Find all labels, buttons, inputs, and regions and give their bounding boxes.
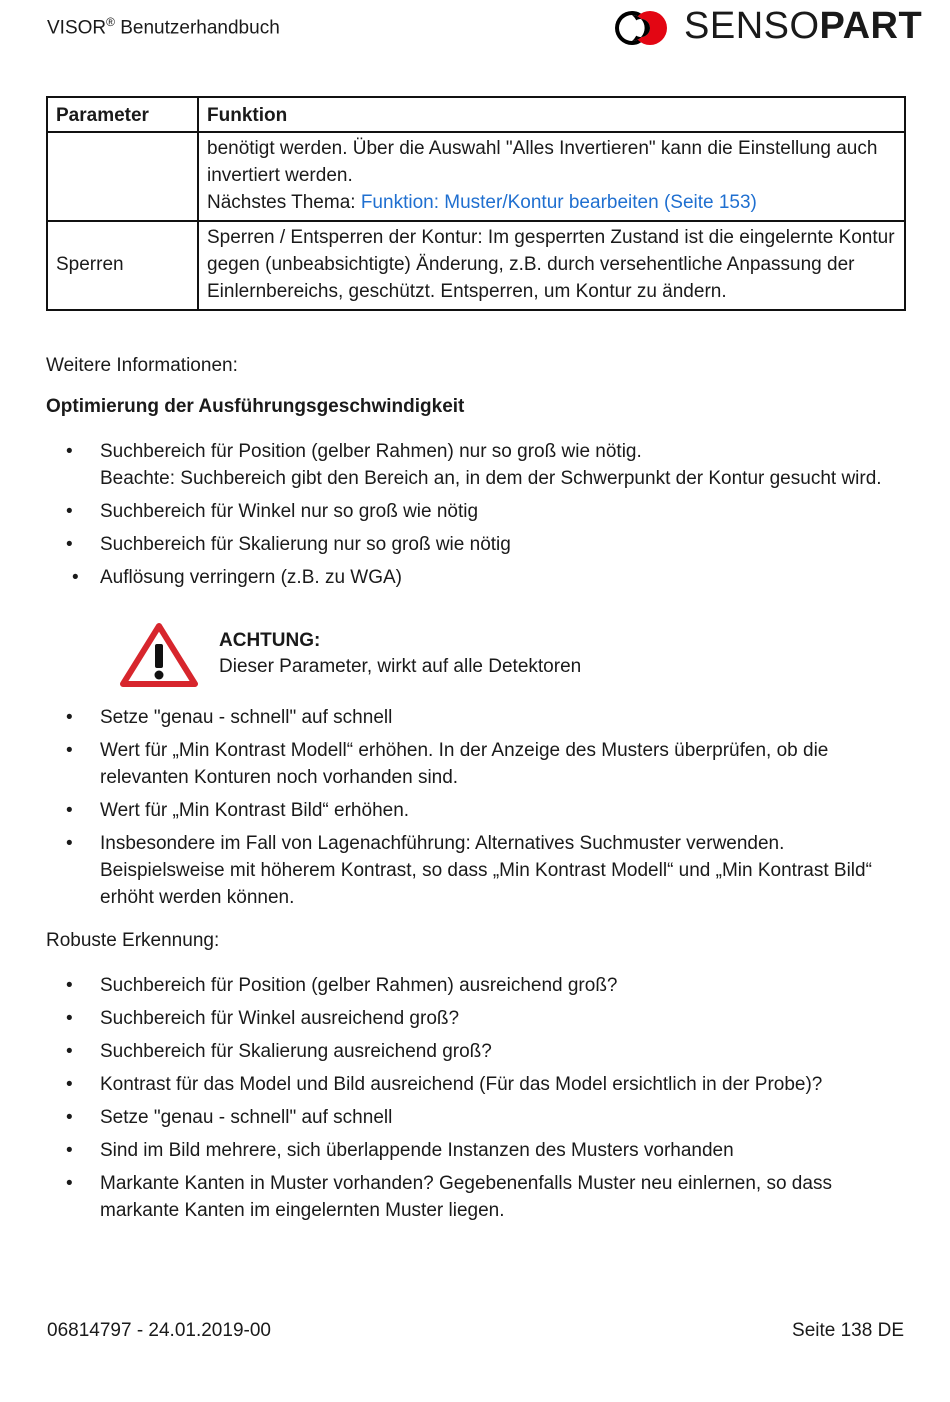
function-cell bbox=[198, 132, 905, 221]
robust-detection-label: Robuste Erkennung: bbox=[46, 930, 220, 951]
list-item: • Wert für „Min Kontrast Bild“ erhöhen. bbox=[66, 800, 410, 821]
speed-optimization-list bbox=[46, 438, 896, 597]
function-text: benötigt werden. Über die Auswahl "Alles Invertieren" kann die Einstellung auch invertiert werden. bbox=[207, 138, 878, 186]
robust-detection-list bbox=[46, 972, 896, 1230]
list-item: • Suchbereich für Skalierung ausreichend groß? bbox=[66, 1041, 492, 1062]
list-item: • Suchbereich für Position (gelber Rahmen) nur so groß wie nötig. Beachte: Suchbereich gibt den Bereich an, in dem der Schwerpunkt der Kontur gesucht wird. bbox=[66, 441, 882, 489]
next-topic-link[interactable]: Funktion: Muster/Kontur bearbeiten (Seite 153) bbox=[360, 192, 757, 213]
logo-wordmark: SENSOPART bbox=[684, 5, 923, 47]
more-info-label: Weitere Informationen: bbox=[46, 355, 238, 376]
table-row bbox=[47, 132, 905, 221]
list-item: • Suchbereich für Winkel nur so groß wie nötig bbox=[66, 501, 479, 522]
speed-optimization-list-continued bbox=[46, 704, 896, 917]
parameter-cell: Sperren bbox=[47, 221, 198, 310]
table-row bbox=[47, 221, 905, 310]
page-number: Seite 138 DE bbox=[792, 1320, 904, 1341]
list-item: • Auflösung verringern (z.B. zu WGA) bbox=[72, 567, 402, 588]
sensopart-logo bbox=[612, 5, 923, 48]
list-item: • Setze "genau - schnell" auf schnell bbox=[66, 1107, 393, 1128]
document-number: 06814797 - 24.01.2019-00 bbox=[47, 1320, 271, 1341]
function-cell: Sperren / Entsperren der Kontur: Im gesperrten Zustand ist die eingelernte Kontur gegen (unbeabsichtigte) Änderung, z.B. durch versehentliche Anpassung der Einlernbereichs, geschützt. Entsperren, um Kontur zu ändern. bbox=[198, 221, 905, 310]
warning-triangle-icon bbox=[120, 622, 198, 688]
sensopart-circles-icon bbox=[612, 8, 672, 48]
list-item: • Setze "genau - schnell" auf schnell bbox=[66, 707, 393, 728]
warning-title: ACHTUNG: bbox=[219, 630, 321, 651]
document-title: VISOR® Benutzerhandbuch bbox=[47, 15, 280, 39]
list-item: • Suchbereich für Skalierung nur so groß wie nötig bbox=[66, 534, 511, 555]
column-header-funktion: Funktion bbox=[198, 97, 905, 132]
warning-box bbox=[120, 622, 820, 688]
section-heading: Optimierung der Ausführungsgeschwindigkeit bbox=[46, 396, 465, 417]
table-header-row bbox=[47, 97, 905, 132]
list-item: • Markante Kanten in Muster vorhanden? Gegebenenfalls Muster neu einlernen, so dass markante Kanten im eingelernten Muster liegen. bbox=[66, 1173, 832, 1221]
list-item: • Wert für „Min Kontrast Modell“ erhöhen. In der Anzeige des Musters überprüfen, ob die relevanten Konturen noch vorhanden sind. bbox=[66, 740, 829, 788]
list-item: • Insbesondere im Fall von Lagenachführung: Alternatives Suchmuster verwenden. Beispielsweise mit höherem Kontrast, so dass „Min Kontrast Modell“ und „Min Kontrast Bild“ erhöht werden können. bbox=[66, 833, 872, 908]
list-item: • Kontrast für das Model und Bild ausreichend (Für das Model ersichtlich in der Probe)? bbox=[66, 1074, 823, 1095]
column-header-parameter: Parameter bbox=[47, 97, 198, 132]
warning-text: Dieser Parameter, wirkt auf alle Detektoren bbox=[219, 656, 582, 677]
list-item: • Sind im Bild mehrere, sich überlappende Instanzen des Musters vorhanden bbox=[66, 1140, 734, 1161]
parameter-cell bbox=[47, 132, 198, 221]
parameter-table bbox=[46, 96, 906, 311]
list-item: • Suchbereich für Winkel ausreichend groß? bbox=[66, 1008, 460, 1029]
list-item: • Suchbereich für Position (gelber Rahmen) ausreichend groß? bbox=[66, 975, 618, 996]
next-topic-label: Nächstes Thema: bbox=[207, 192, 361, 213]
